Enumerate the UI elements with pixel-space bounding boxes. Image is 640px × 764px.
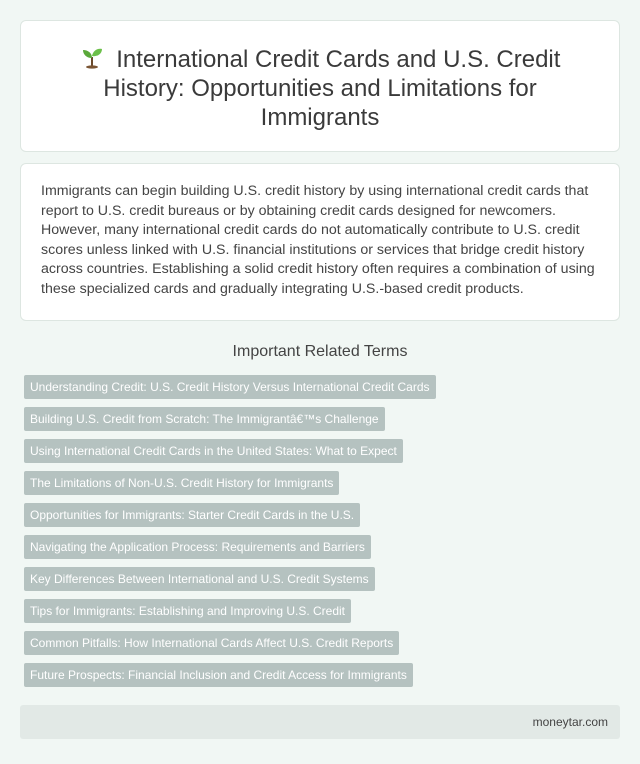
related-term-tag[interactable]: Future Prospects: Financial Inclusion and Credit Access for Immigrants: [24, 663, 413, 687]
related-term-tag[interactable]: Understanding Credit: U.S. Credit History Versus International Credit Cards: [24, 375, 436, 399]
sprout-icon: [80, 45, 104, 69]
related-term-tag[interactable]: Building U.S. Credit from Scratch: The Immigrantâ€™s Challenge: [24, 407, 385, 431]
page-title: [61, 45, 579, 132]
footer-site-name: moneytar.com: [532, 715, 608, 729]
related-term-tag[interactable]: Common Pitfalls: How International Cards Affect U.S. Credit Reports: [24, 631, 399, 655]
related-term-tag[interactable]: Key Differences Between International and U.S. Credit Systems: [24, 567, 375, 591]
related-terms-heading: Important Related Terms: [232, 343, 408, 360]
related-terms-list: [20, 375, 620, 695]
title-card: [20, 20, 620, 152]
related-term-tag[interactable]: Tips for Immigrants: Establishing and Improving U.S. Credit: [24, 599, 351, 623]
related-term-tag[interactable]: Using International Credit Cards in the United States: What to Expect: [24, 439, 403, 463]
summary-text: Immigrants can begin building U.S. credit history by using international credit cards that report to U.S. credit bureaus or by obtaining credit cards designed for newcomers. However, many international credit cards do not automatically contribute to U.S. credit scores unless linked with U.S. financial institutions or services that bridge credit history across countries. Establishing a solid credit history often requires a combination of using these specialized cards and gradually integrating U.S.-based credit products.: [41, 183, 595, 297]
related-term-tag[interactable]: Navigating the Application Process: Requirements and Barriers: [24, 535, 371, 559]
related-term-tag[interactable]: Opportunities for Immigrants: Starter Credit Cards in the U.S.: [24, 503, 360, 527]
footer: [20, 705, 620, 739]
summary-card: [20, 163, 620, 321]
related-term-tag[interactable]: The Limitations of Non-U.S. Credit History for Immigrants: [24, 471, 339, 495]
page-title-text: International Credit Cards and U.S. Credit History: Opportunities and Limitations for Immigrants: [103, 46, 561, 131]
